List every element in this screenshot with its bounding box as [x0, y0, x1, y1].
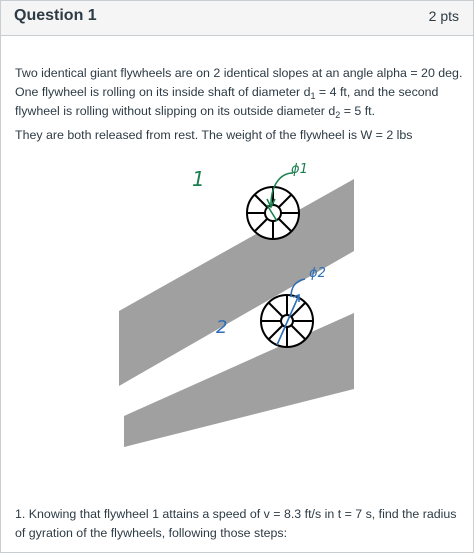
flywheel-figure [109, 151, 369, 451]
statement-text-c: = 5 ft. [340, 104, 376, 118]
subscript-2: 2 [335, 110, 341, 120]
question-points: 2 pts [428, 8, 459, 24]
statement-text-b: = 4 ft, and the second flywheel is rolling without slipping on its outside diameter d [15, 85, 439, 118]
statement-text-a: Two identical giant flywheels are on 2 identical slopes at an angle alpha = 20 deg. One flywheel is rolling on its inside shaft of diameter d [15, 66, 463, 99]
question-title: Question 1 [14, 7, 97, 24]
subscript-1: 1 [310, 91, 316, 101]
release-statement: They are both released from rest. The weight of the flywheel is W = 2 lbs [15, 128, 413, 142]
question-step-1: 1. Knowing that flywheel 1 attains a speed of v = 8.3 ft/s in t = 7 s, find the radius of gyration of the flywheels, following those steps: [15, 507, 457, 540]
phi2-label: ϕ2 [309, 266, 326, 281]
slope-2-label: 2 [216, 317, 228, 338]
problem-statement [15, 64, 463, 121]
flywheel-1 [247, 187, 299, 239]
slope-1-label: 1 [192, 167, 205, 191]
phi1-label: ϕ1 [291, 162, 308, 177]
flywheel-diagram [109, 151, 369, 451]
question-header [1, 1, 473, 36]
